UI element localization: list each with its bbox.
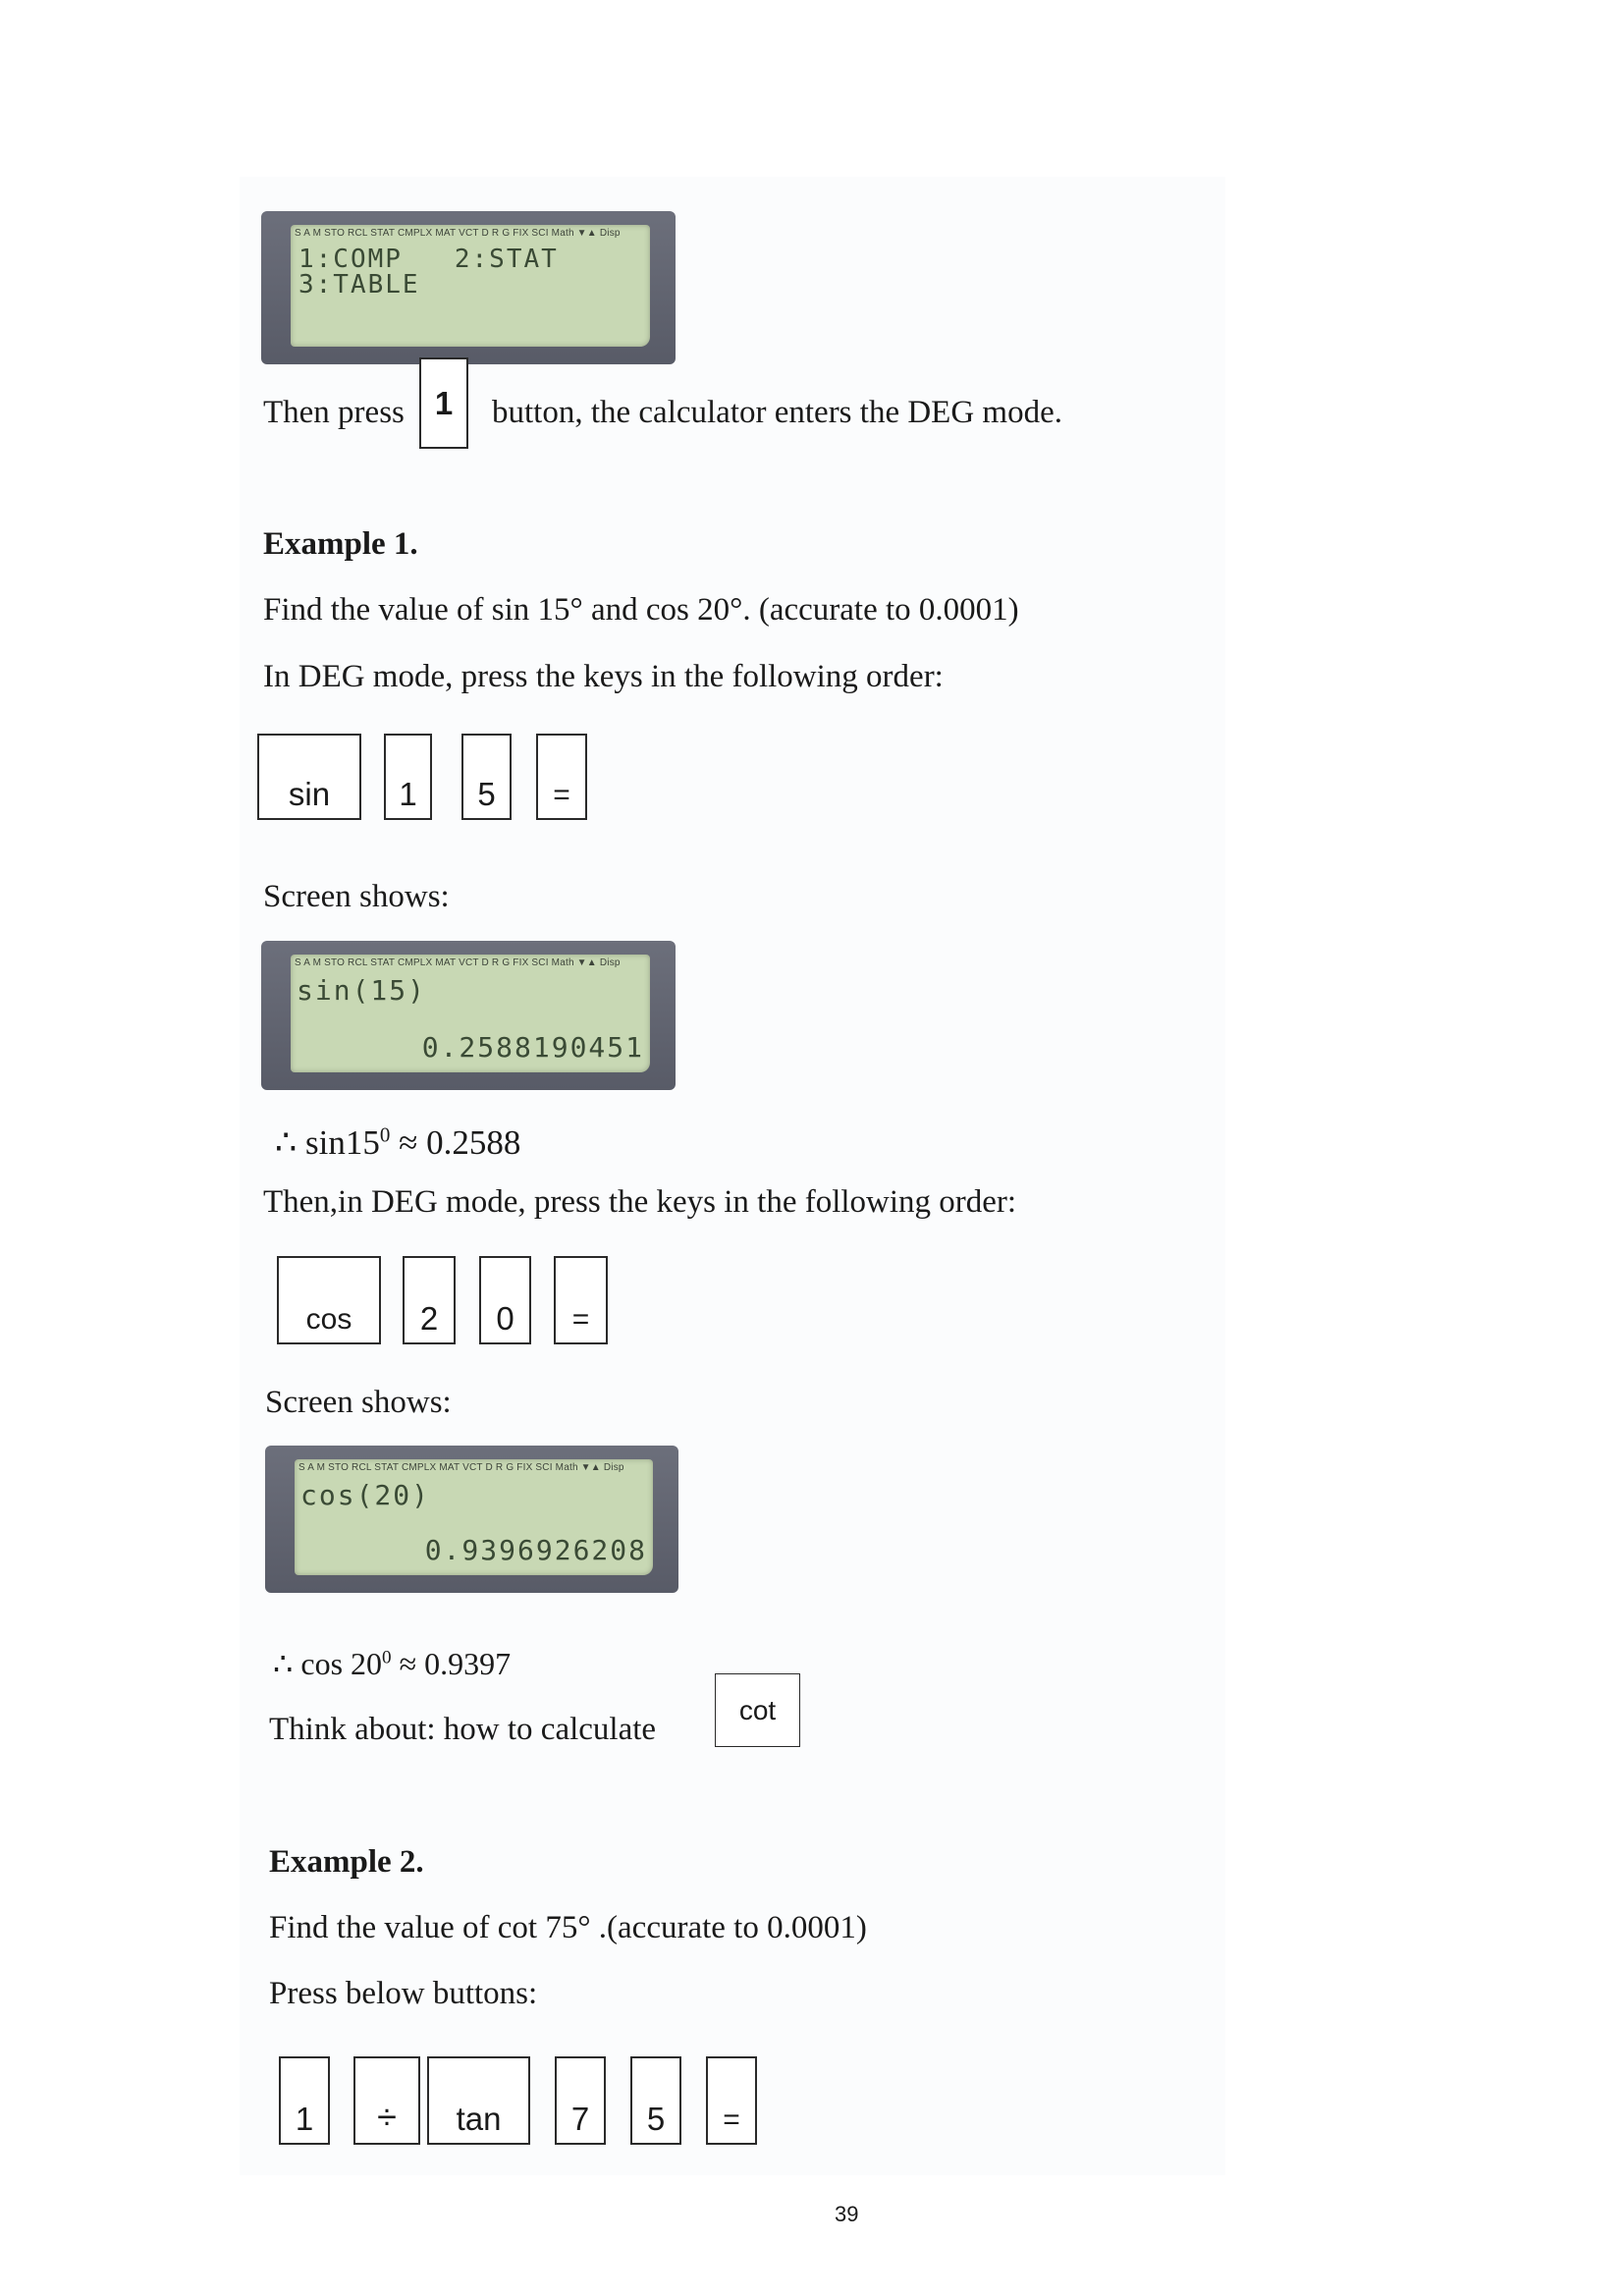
key-equals: = bbox=[536, 734, 587, 820]
degree-superscript: 0 bbox=[382, 1647, 392, 1668]
lcd-menu-line-2: 3:TABLE bbox=[298, 270, 420, 300]
calculator-screen-mode-menu bbox=[261, 211, 676, 364]
example-1-problem: Find the value of sin 15° and cos 20°. (accurate to 0.0001) bbox=[263, 592, 1019, 628]
key-2: 2 bbox=[403, 1256, 456, 1344]
example-2-title: Example 2. bbox=[269, 1844, 424, 1880]
page-number: 39 bbox=[835, 2202, 859, 2226]
key-cos: cos bbox=[277, 1256, 381, 1344]
think-about-text: Think about: how to calculate bbox=[269, 1712, 657, 1747]
key-equals: = bbox=[706, 2056, 757, 2145]
example-2-instruction: Press below buttons: bbox=[269, 1976, 538, 2011]
key-5: 5 bbox=[461, 734, 512, 820]
lcd-status-bar: S A M STO RCL STAT CMPLX MAT VCT D R G FIX SCI Math ▼▲ Disp bbox=[298, 1462, 624, 1473]
conclusion-sin-value: ≈ 0.2588 bbox=[390, 1123, 521, 1162]
calculator-screen-cos bbox=[265, 1446, 678, 1593]
deg-mode-text: button, the calculator enters the DEG mode. bbox=[492, 395, 1062, 430]
key-1: 1 bbox=[279, 2056, 330, 2145]
lcd-display bbox=[291, 225, 650, 347]
key-5: 5 bbox=[630, 2056, 681, 2145]
lcd-expression: sin(15) bbox=[297, 974, 427, 1007]
key-cot: cot bbox=[715, 1673, 800, 1747]
lcd-status-bar: S A M STO RCL STAT CMPLX MAT VCT D R G FIX SCI Math ▼▲ Disp bbox=[295, 957, 621, 968]
conclusion-sin bbox=[275, 1122, 521, 1162]
conclusion-cos bbox=[273, 1648, 511, 1679]
conclusion-sin-expr: ∴ sin15 bbox=[275, 1123, 380, 1162]
lcd-display bbox=[291, 955, 650, 1072]
key-sin: sin bbox=[257, 734, 361, 820]
lcd-result: 0.9396926208 bbox=[424, 1534, 647, 1566]
degree-superscript: 0 bbox=[379, 1122, 391, 1147]
then-press-text: Then press bbox=[263, 395, 405, 430]
key-7: 7 bbox=[555, 2056, 606, 2145]
example-1-instruction-2: Then,in DEG mode, press the keys in the following order: bbox=[263, 1184, 1017, 1220]
key-0: 0 bbox=[479, 1256, 531, 1344]
lcd-expression: cos(20) bbox=[300, 1479, 431, 1511]
lcd-result: 0.2588190451 bbox=[421, 1031, 644, 1064]
key-equals: = bbox=[554, 1256, 608, 1344]
conclusion-cos-value: ≈ 0.9397 bbox=[391, 1646, 512, 1681]
key-tan: tan bbox=[427, 2056, 530, 2145]
key-divide: ÷ bbox=[353, 2056, 420, 2145]
example-1-title: Example 1. bbox=[263, 526, 418, 562]
lcd-menu-line-1: 1:COMP 2:STAT bbox=[298, 245, 559, 274]
example-2-problem: Find the value of cot 75° .(accurate to 0.0001) bbox=[269, 1910, 867, 1945]
example-1-instruction: In DEG mode, press the keys in the following order: bbox=[263, 659, 944, 694]
key-1: 1 bbox=[419, 357, 468, 449]
lcd-status-bar: S A M STO RCL STAT CMPLX MAT VCT D R G FIX SCI Math ▼▲ Disp bbox=[295, 228, 621, 239]
screen-shows-label-2: Screen shows: bbox=[265, 1385, 452, 1420]
key-1: 1 bbox=[384, 734, 432, 820]
lcd-display bbox=[295, 1459, 653, 1575]
calculator-screen-sin bbox=[261, 941, 676, 1090]
conclusion-cos-expr: ∴ cos 20 bbox=[273, 1646, 383, 1681]
screen-shows-label-1: Screen shows: bbox=[263, 879, 450, 914]
